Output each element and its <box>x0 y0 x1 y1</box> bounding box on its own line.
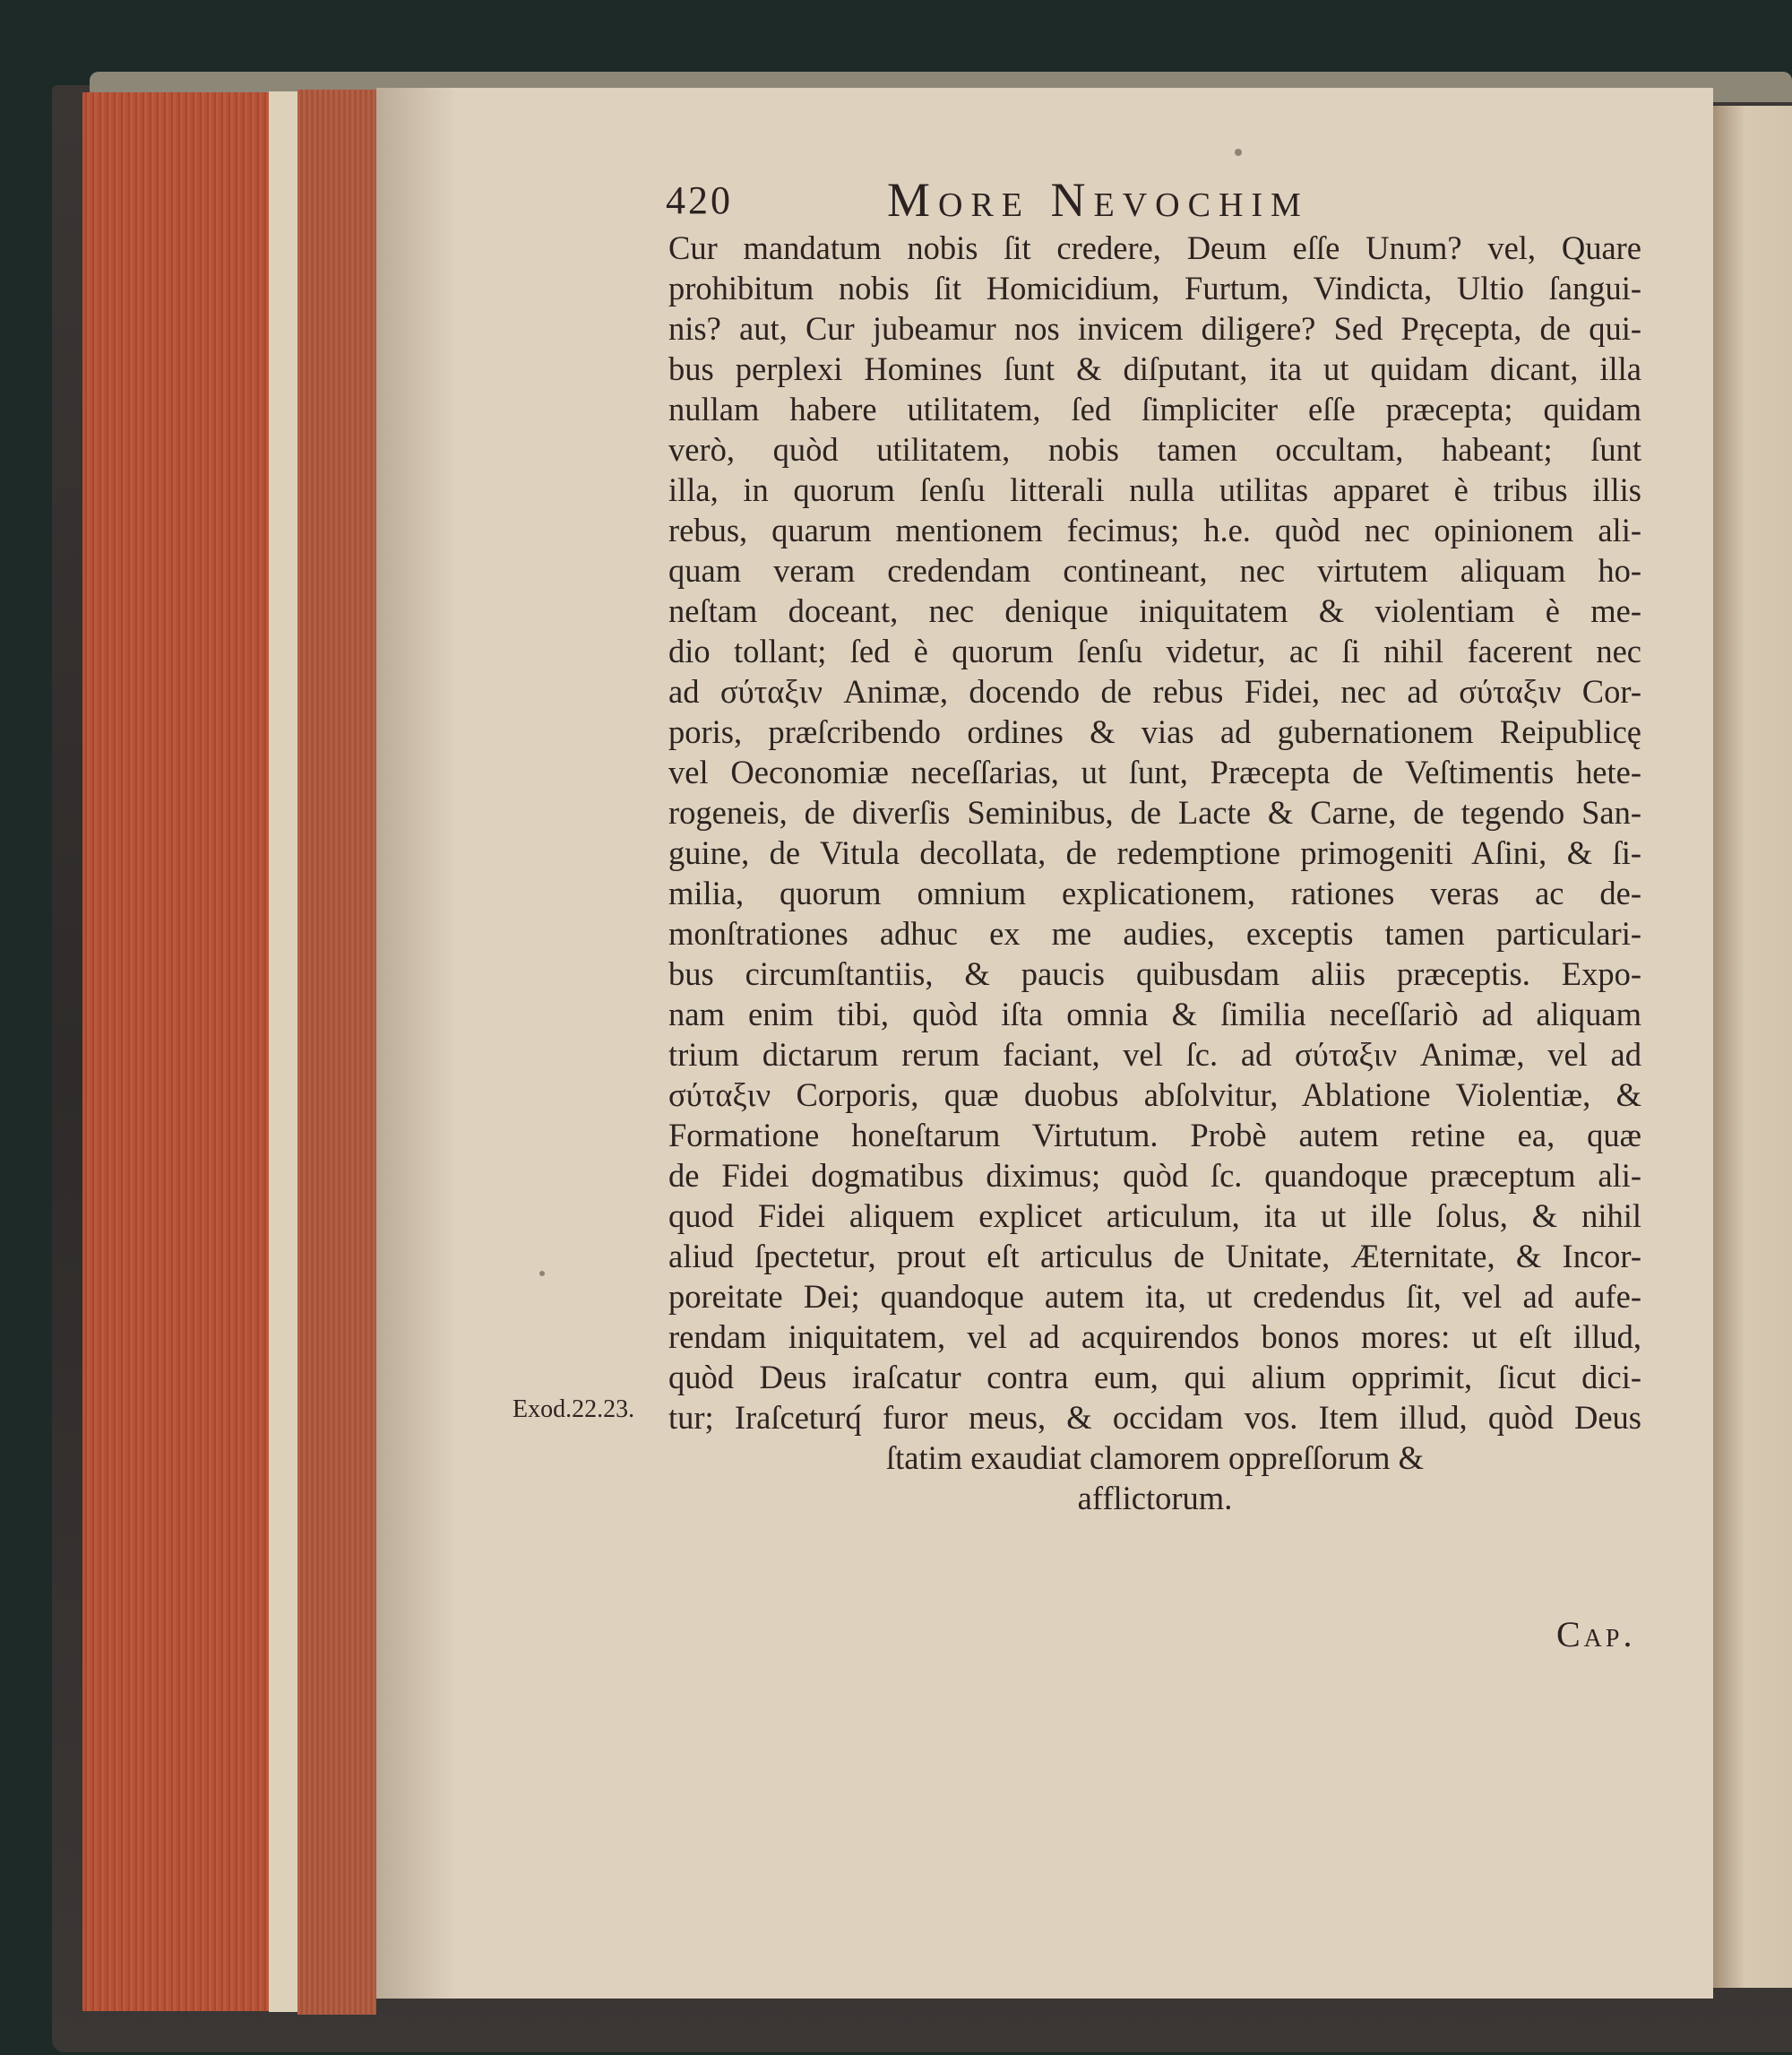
red-page-edges-inner <box>297 90 376 2015</box>
text-line: rogeneis, de diverſis Seminibus, de Lacte & Carne, de tegendo San- <box>668 794 1641 831</box>
page-edge-strip <box>269 91 297 2012</box>
text-line: de Fidei dogmatibus diximus; quòd ſc. quandoque præceptum ali- <box>668 1157 1641 1194</box>
page-number: 420 <box>666 178 733 222</box>
text-line: ad σύταξιν Animæ, docendo de rebus Fidei, nec ad σύταξιν Cor- <box>668 673 1641 710</box>
text-line: quam veram credendam contineant, nec virtutem aliquam ho- <box>668 552 1641 589</box>
text-line: tur; Iraſceturq́ furor meus, & occidam vos. Item illud, quòd Deus <box>668 1399 1641 1436</box>
text-line: neſtam doceant, nec denique iniquitatem & violentiam è me- <box>668 592 1641 629</box>
text-line: monſtrationes adhuc ex me audies, exceptis tamen particulari- <box>668 915 1641 952</box>
text-line: ſtatim exaudiat clamorem oppreſſorum & <box>885 1439 1425 1476</box>
red-page-edges <box>82 92 289 2011</box>
text-line: rebus, quarum mentionem fecimus; h.e. quòd nec opinionem ali- <box>668 512 1641 548</box>
catchword: Cap. <box>1556 1614 1636 1654</box>
text-line: bus perplexi Homines ſunt & diſputant, ita ut quidam dicant, illa <box>668 350 1641 387</box>
text-line: afflictorum. <box>1077 1480 1233 1516</box>
text-line: verò, quòd utilitatem, nobis tamen occultam, habeant; ſunt <box>668 431 1641 468</box>
marginal-note: Exod.22.23. <box>513 1395 635 1423</box>
text-line: trium dictarum rerum faciant, vel ſc. ad σύταξιν Animæ, vel ad <box>668 1036 1641 1073</box>
text-line: quod Fidei aliquem explicet articulum, ita ut ille ſolus, & nihil <box>668 1197 1641 1234</box>
gutter-shadow <box>376 88 457 1999</box>
text-line: illa, in quorum ſenſu litterali nulla utilitas apparet è tribus illis <box>668 471 1641 508</box>
text-line: nullam habere utilitatem, ſed ſimpliciter eſſe præcepta; quidam <box>668 391 1641 427</box>
body-text <box>668 228 1641 1518</box>
text-line: nam enim tibi, quòd iſta omnia & ſimilia neceſſariò ad aliquam <box>668 996 1641 1032</box>
text-line: dio tollant; ſed è quorum ſenſu videtur, ac ſi nihil facerent nec <box>668 633 1641 669</box>
ink-speck <box>1235 149 1242 156</box>
text-line: poreitate Dei; quandoque autem ita, ut credendus ſit, vel ad aufe- <box>668 1278 1641 1315</box>
ink-speck <box>539 1271 545 1276</box>
text-line: prohibitum nobis ſit Homicidium, Furtum, Vindicta, Ultio ſangui- <box>668 270 1641 307</box>
text-line: σύταξιν Corporis, quæ duobus abſolvitur, Ablatione Violentiæ, & <box>668 1076 1641 1113</box>
text-line: guine, de Vitula decollata, de redemptione primogeniti Aſini, & ſi- <box>668 834 1641 871</box>
text-line: milia, quorum omnium explicationem, rationes veras ac de- <box>668 875 1641 911</box>
text-line: vel Oeconomiæ neceſſarias, ut ſunt, Præcepta de Veſtimentis hete- <box>668 754 1641 790</box>
running-title: More Nevochim <box>887 173 1309 227</box>
text-line: aliud ſpectetur, prout eſt articulus de Unitate, Æternitate, & Incor- <box>668 1238 1641 1274</box>
text-line: quòd Deus iraſcatur contra eum, qui alium opprimit, ſicut dici- <box>668 1359 1641 1395</box>
text-line: poris, præſcribendo ordines & vias ad gubernationem Reipublicę <box>668 713 1641 750</box>
text-line: bus circumſtantiis, & paucis quibusdam aliis præceptis. Expo- <box>668 955 1641 992</box>
text-line: Formatione honeſtarum Virtutum. Probè autem retine ea, quæ <box>668 1117 1641 1153</box>
text-line: nis? aut, Cur jubeamur nos invicem diligere? Sed Pręcepta, de qui- <box>668 310 1641 347</box>
facing-page-edge <box>1713 106 1792 1988</box>
text-line: rendam iniquitatem, vel ad acquirendos bonos mores: ut eſt illud, <box>668 1318 1641 1355</box>
text-line: Cur mandatum nobis ſit credere, Deum eſſe Unum? vel, Quare <box>668 229 1641 266</box>
